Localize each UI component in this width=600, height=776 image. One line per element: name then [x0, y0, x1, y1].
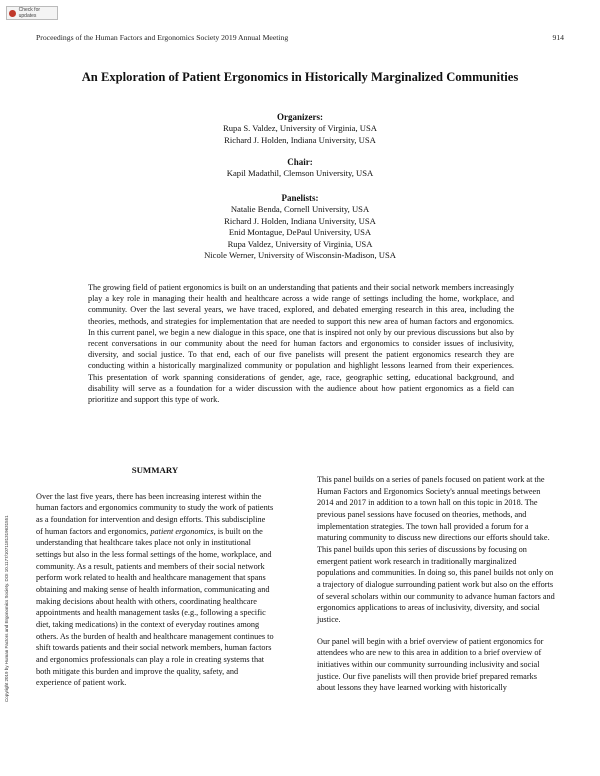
abstract: The growing field of patient ergonomics is built on an understanding that patients and their social network members increasingly play a key role in managing their health and healthcare across a wide range of settings including the home, workplace, and community. Over the last several years, we have traced, explored, and debated emerging research in this area, including the theories, methods, and strategies for implementation that are needed to support this new area of human factors and ergonomics. In this current panel, we begin a new dialogue in this space, one that is inspired not only by our previous discussions but also by recent conversations in our community about the need for human factors and ergonomics to consider issues of inclusivity, diversity, and social justice. To that end, each of our five panelists will present the patient ergonomics research they are conducting within a historically marginalized community or population and highlight lessons learned from their experiences. This presentation of work spanning considerations of gender, age, race, geographic setting, educational background, and disability will serve as a foundation for a wider discussion with the audience about how patient ergonomics as a field can prioritize and support this type of work.: [88, 283, 514, 405]
panelist-name: Rupa Valdez, University of Virginia, USA: [227, 238, 373, 249]
running-head: Proceedings of the Human Factors and Ergonomics Society 2019 Annual Meeting: [36, 33, 289, 42]
panelist-name: Natalie Benda, Cornell University, USA: [230, 204, 370, 215]
badge-label: Check for updates: [18, 7, 41, 19]
summary-heading: SUMMARY: [131, 465, 179, 475]
right-column: [317, 474, 555, 704]
body-paragraph: Our panel will begin with a brief overview of patient ergonomics for attendees who are new to this area in addition to a brief overview of initiatives within our community surrounding inclusivity and social justice. Our five panelists will then provide brief prepared remarks about lessons they have learned working with historically: [317, 636, 544, 693]
copyright-side-note: Copyright 2019 by Human Factors and Ergonomics Society. DOI 10.1177/1071181319631551: [4, 515, 9, 702]
panelists-heading: Panelists:: [281, 193, 319, 203]
chair-block: [0, 157, 600, 180]
organizer-name: Rupa S. Valdez, University of Virginia, USA: [223, 123, 377, 134]
panelist-name: Nicole Werner, University of Wisconsin-Madison, USA: [204, 250, 396, 261]
panelists-block: [0, 193, 600, 261]
page-number: 914: [552, 33, 564, 42]
chair-heading: Chair:: [287, 157, 313, 167]
paper-title: An Exploration of Patient Ergonomics in Historically Marginalized Communities: [81, 70, 519, 84]
update-icon: [9, 10, 16, 17]
organizers-heading: Organizers:: [277, 112, 323, 122]
summary-paragraph: Over the last five years, there has been increasing interest within the human factors and ergonomics community to study the work of patients as a foundation for intervention and design efforts. This subdiscipline of human factors and ergonomics, patient ergonomics, is built on the understanding that healthcare takes place not only in institutional settings but also in the less formal settings of the home, workplace, and community. As a result, patients and members of their social network perform work related to health and healthcare management that spans obtaining and making sense of health information, communicating and making decisions about health with others, coordinating healthcare appointments and health management tasks (e.g., following a specific diet, taking medications) in the context of everyday routines among others. As the burden of health and healthcare management continues to shift towards patients and their social network members, human factors and ergonomics professionals can play a role in creating systems that both mitigate this burden and improve the quality, safety, and experience of patient work.: [36, 491, 274, 688]
chair-name: Kapil Madathil, Clemson University, USA: [226, 168, 374, 179]
check-for-updates-badge[interactable]: [6, 6, 58, 20]
organizers-block: [0, 112, 600, 146]
panelist-name: Enid Montague, DePaul University, USA: [228, 227, 372, 238]
emphasis-term: patient ergonomics: [150, 526, 214, 536]
organizer-name: Richard J. Holden, Indiana University, USA: [224, 134, 376, 145]
panelist-name: Richard J. Holden, Indiana University, USA: [224, 215, 376, 226]
left-column: [36, 465, 274, 699]
body-paragraph: This panel builds on a series of panels focused on patient work at the Human Factors and Ergonomics Society's annual meetings between 2014 and 2017 in addition to a town hall on this topic in 2018. The previous panel sessions have focused on theories, methods, and implementation strategies. The town hall provided a forum for a maturing community to discuss new directions our efforts should take. This panel builds upon this series of discussions by focusing on emergent patient work research in traditionally marginalized populations and communities. In doing so, this panel builds not only on a trajectory of dialogue surrounding patient work but also on the efforts of several scholars within our community to advance human factors and ergonomics applications to areas of inclusivity, diversity, and social justice.: [317, 475, 555, 624]
